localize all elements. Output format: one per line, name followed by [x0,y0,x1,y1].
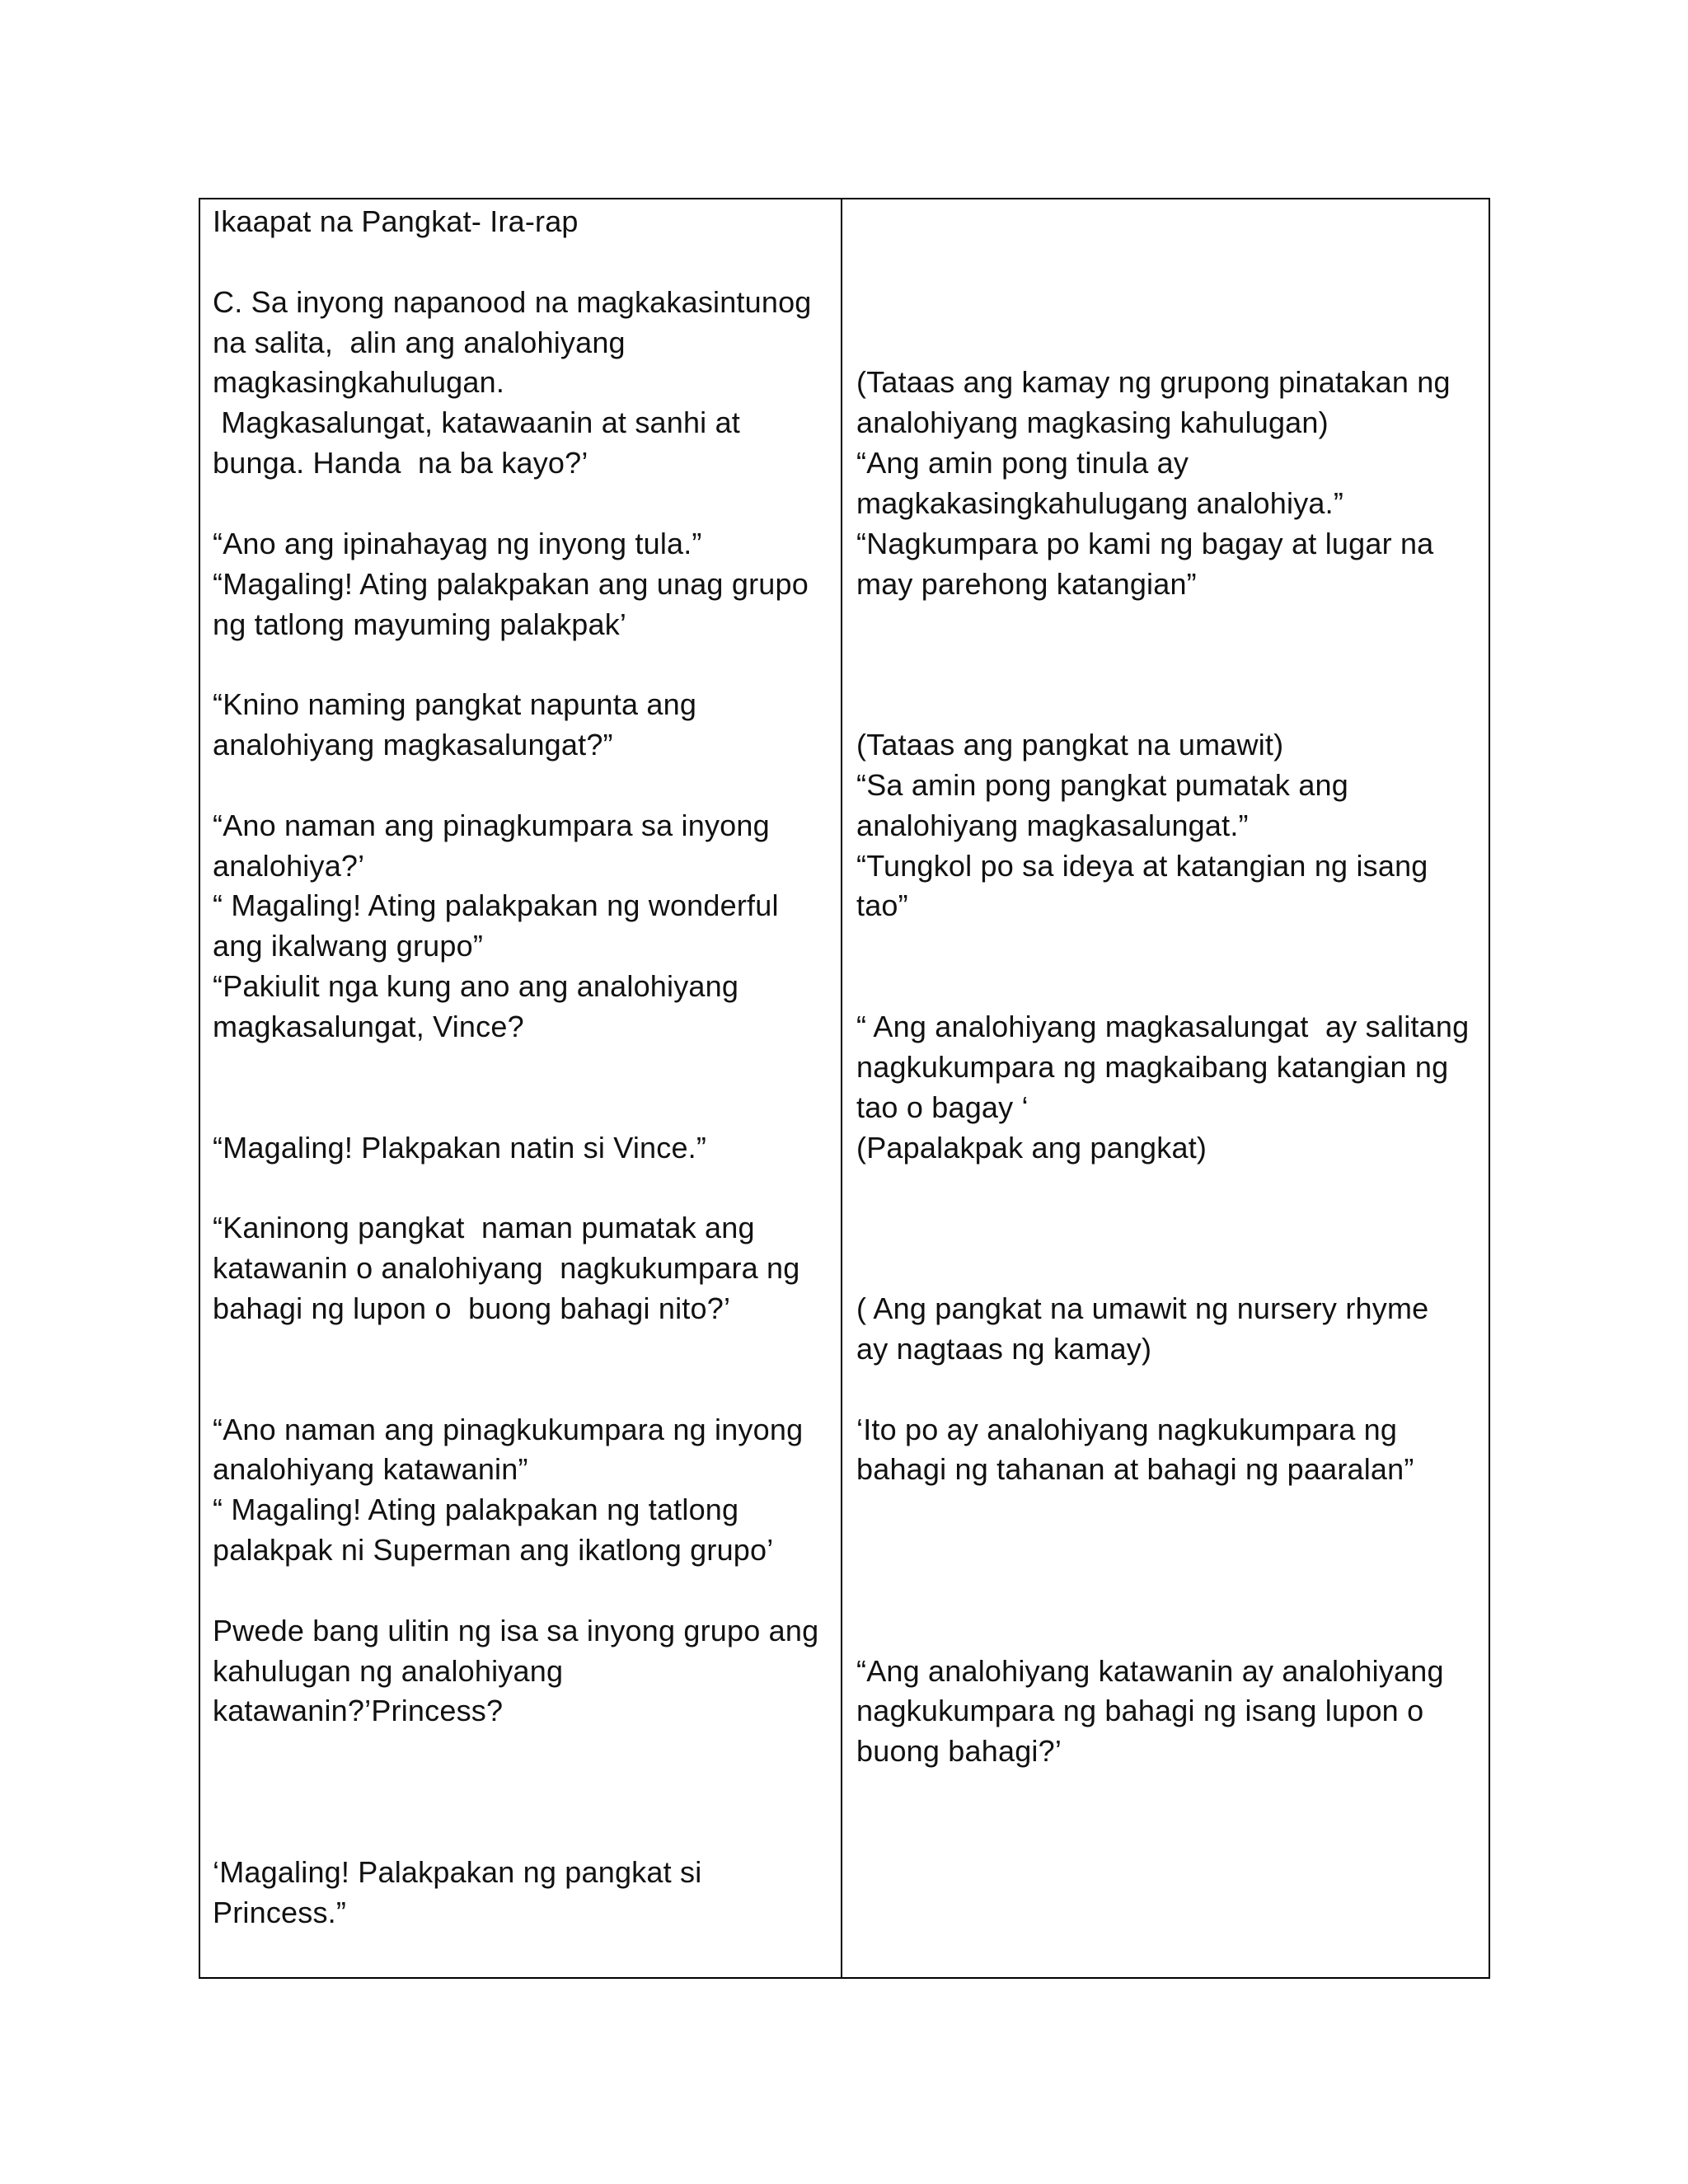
student-text-line: analohiyang magkasalungat.” [856,808,1249,842]
student-text-line: tao o bagay ‘ [856,1090,1029,1124]
student-text-line: analohiyang magkasing kahulugan) [856,405,1329,440]
teacher-text-line: “Pakiulit nga kung ano ang analohiyang [213,969,739,1004]
teacher-text-line: bunga. Handa na ba kayo?’ [213,446,588,480]
student-text-line: “Sa amin pong pangkat pumatak ang [856,767,1348,802]
student-text-line: nagkukumpara ng magkaibang katangian ng [856,1049,1449,1084]
teacher-text-line: Ikaapat na Pangkat- Ira-rap [213,204,579,238]
teacher-text-line: “Magaling! Plakpakan natin si Vince.” [213,1130,707,1165]
teacher-text-line: “Ano ang ipinahayag ng inyong tula.” [213,526,702,560]
student-text-line: may parehong katangian” [856,566,1197,601]
student-text-line: nagkukumpara ng bahagi ng isang lupon o [856,1694,1424,1728]
teacher-text-line: kahulugan ng analohiyang [213,1653,564,1688]
student-text-line: “ Ang analohiyang magkasalungat ay salitang [856,1010,1470,1043]
teacher-text-line: katawanin o analohiyang nagkukumpara ng [213,1251,800,1286]
teacher-text-line: na salita, alin ang analohiyang [213,325,626,359]
teacher-text-line: ang ikalwang grupo” [213,929,484,963]
student-text-line: (Tataas ang pangkat na umawit) [856,728,1284,762]
teacher-text-line: analohiyang katawanin” [213,1452,528,1487]
student-text-line: “Nagkumpara po kami ng bagay at lugar na [856,526,1434,560]
teacher-text-line: analohiyang magkasalungat?” [213,728,613,762]
teacher-text-line: Magkasalungat, katawaanin at sanhi at [213,405,741,440]
teacher-text-line: “ Magaling! Ating palakpakan ng tatlong [213,1493,739,1527]
teacher-text-line: Pwede bang ulitin ng isa sa inyong grupo ang [213,1613,819,1647]
teacher-text-line: ‘Magaling! Palakpakan ng pangkat si [213,1854,702,1889]
student-text-line: bahagi ng tahanan at bahagi ng paaralan” [856,1452,1414,1487]
student-text-line: tao” [856,888,908,923]
student-text-line: magkakasingkahulugang analohiya.” [856,485,1344,520]
student-column-cell [842,198,1490,1979]
teacher-text-line: magkasalungat, Vince? [213,1010,524,1043]
teacher-text-line: magkasingkahulugan. [213,365,505,400]
teacher-text-line: “Knino naming pangkat napunta ang [213,687,697,722]
student-text-line: ( Ang pangkat na umawit ng nursery rhyme [856,1291,1429,1325]
teacher-text-line: katawanin?’Princess? [213,1694,504,1728]
student-text-line: (Papalakpak ang pangkat) [856,1130,1207,1165]
student-text-line: “Ang analohiyang katawanin ay analohiyang [856,1653,1444,1688]
teacher-column-cell [199,198,841,1979]
student-text-line: ay nagtaas ng kamay) [856,1331,1152,1366]
teacher-text-line: analohiya?’ [213,848,365,883]
student-text-line: buong bahagi?’ [856,1734,1062,1769]
student-text-line: “Ang amin pong tinula ay [856,446,1189,480]
teacher-text-line: bahagi ng lupon o buong bahagi nito?’ [213,1291,731,1325]
teacher-text-line: C. Sa inyong napanood na magkakasintunog [213,284,812,319]
teacher-text-line: “Magaling! Ating palakpakan ang unag grupo [213,566,809,601]
teacher-text-line: Princess.” [213,1895,347,1929]
teacher-text-line: palakpak ni Superman ang ikatlong grupo’ [213,1533,774,1568]
student-text-line: ‘Ito po ay analohiyang nagkukumpara ng [856,1412,1398,1446]
teacher-text-line: “Ano naman ang pinagkumpara sa inyong [213,808,770,842]
student-text-line: “Tungkol po sa ideya at katangian ng isang [856,848,1428,883]
teacher-text-line: “Kaninong pangkat naman pumatak ang [213,1211,755,1245]
teacher-text-line: ng tatlong mayuming palakpak’ [213,607,627,641]
student-text-line: (Tataas ang kamay ng grupong pinatakan ng [856,365,1451,400]
teacher-text-line: “ Magaling! Ating palakpakan ng wonderful [213,888,779,923]
teacher-text-line: “Ano naman ang pinagkukumpara ng inyong [213,1412,804,1446]
